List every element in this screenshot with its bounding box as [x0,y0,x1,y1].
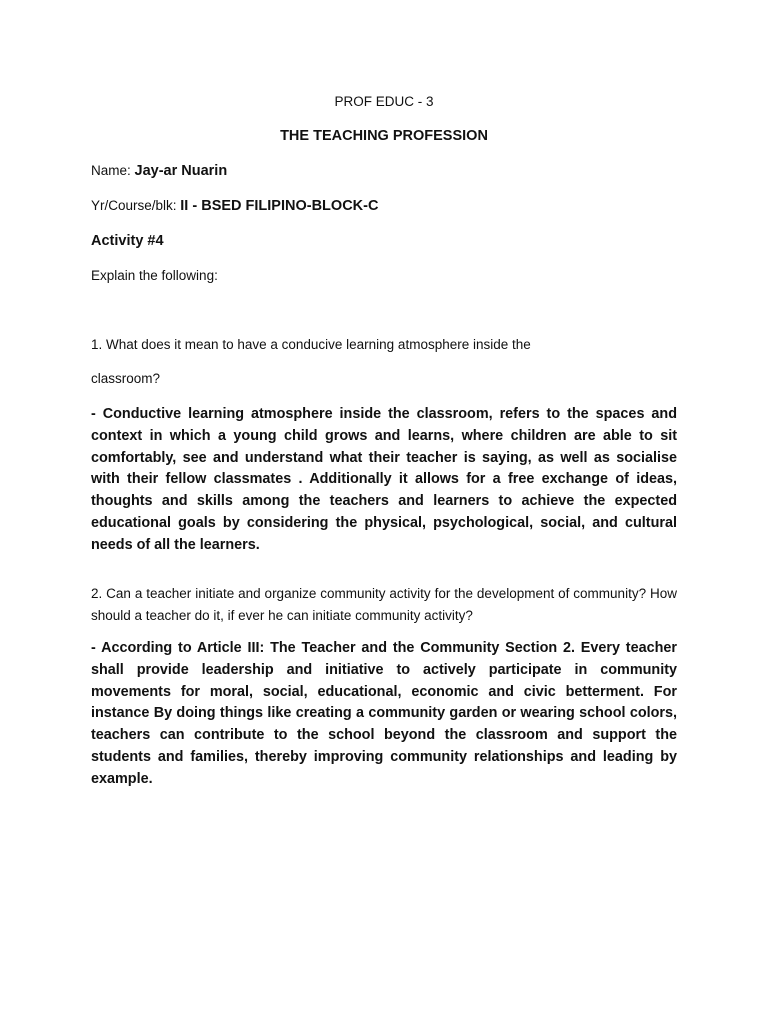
yr-course-value: II - BSED FILIPINO-BLOCK-C [180,198,379,214]
name-label: Name: [91,163,135,178]
instruction-text: Explain the following: [91,268,218,283]
answer-2: - According to Article III: The Teacher and the Community Section 2. Every teacher shall provide leadership and initiative to actively participate in community movements for moral, social, educational, economic and civic betterment. For instance By doing things like creating a community garden or wearing school colors, teachers can contribute to the school beyond the classroom and support the students and families, thereby improving community relationships and leading by example. [91,640,677,787]
activity-heading: Activity #4 [91,233,164,249]
name-line [91,163,227,179]
course-code: PROF EDUC - 3 [334,94,434,109]
yr-course-label: Yr/Course/blk: [91,198,181,213]
name-value: Jay-ar Nuarin [134,163,228,179]
document-title: THE TEACHING PROFESSION [280,128,488,144]
question-1-line-1: 1. What does it mean to have a conducive learning atmosphere inside the [91,337,531,352]
question-2: 2. Can a teacher initiate and organize community activity for the development of community? How should a teacher do it, if ever he can initiate community activity? [91,586,677,623]
yr-course-line [91,198,378,214]
answer-1: - Conductive learning atmosphere inside the classroom, refers to the spaces and context in which a young child grows and learns, where children are able to sit comfortably, see and understand what their teacher is saying, as well as socialise with their fellow classmates . Additionally it allows for a free exchange of ideas, thoughts and skills among the teachers and learners to achieve the expected educational goals by considering the physical, psychological, social, and cultural needs of all the learners. [91,406,677,553]
question-1-line-2: classroom? [91,371,161,386]
